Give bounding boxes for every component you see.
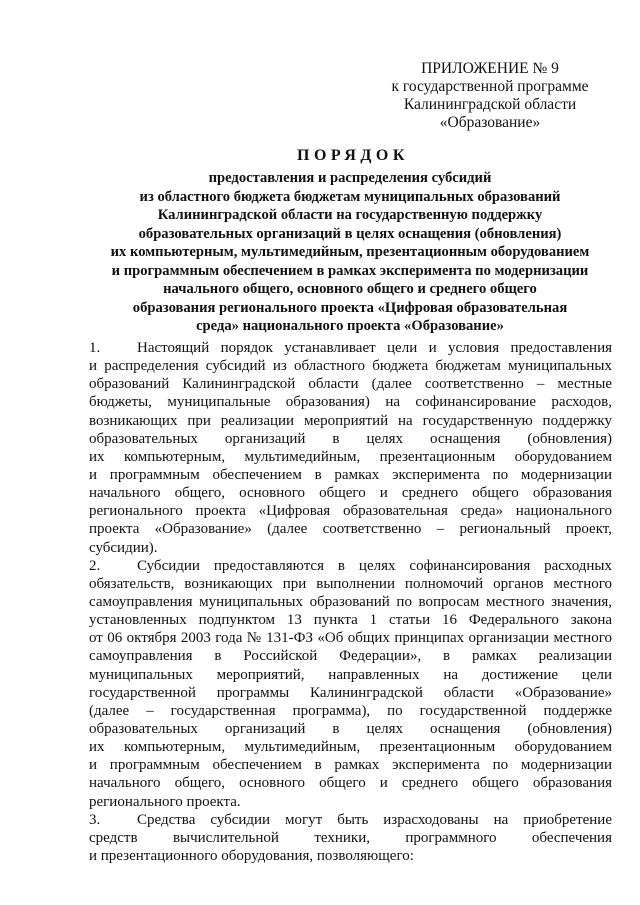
title-line: и программным обеспечением в рамках эксперимента по модернизации (111, 262, 589, 279)
paragraph-2-first-line (89, 557, 612, 575)
title-main: ПОРЯДОК (297, 147, 409, 164)
body-line: государственной программы Калининградской области «Образование» (89, 684, 612, 701)
body-line: от 06 октября 2003 года № 131-ФЗ «Об общих принципах организации местного (89, 630, 612, 647)
title-line: образовательных организаций в целях оснащения (обновления) (138, 225, 562, 242)
paragraph-2-lead: Субсидии предоставляются в целях софинансирования расходных (137, 557, 612, 574)
body-line: самоуправления в Российской Федерации», в рамках реализации (89, 648, 612, 665)
body-line: образовательных организаций в целях оснащения (обновления) (89, 720, 612, 737)
body-line: проекта «Образование» (далее соответственно – региональный проект, (89, 521, 612, 538)
body-line: субсидии). (89, 539, 158, 556)
body-line: бюджеты, муниципальные образования) на софинансирование расходов, (89, 394, 612, 411)
body-line: (далее – государственная программа), по государственной поддержке (89, 702, 612, 719)
paragraph-number: 1. (89, 340, 101, 356)
paragraph-1-lead: Настоящий порядок устанавливает цели и условия предоставления (137, 340, 612, 356)
paragraph-3-lead: Средства субсидии могут быть израсходованы на приобретение (137, 811, 612, 828)
body-line: начального общего, основного общего и среднего общего образования (89, 485, 612, 502)
paragraph-3-first-line (89, 811, 612, 829)
appendix-program-name: «Образование» (439, 114, 541, 131)
paragraph-number: 2. (89, 557, 101, 574)
body-line: их компьютерным, мультимедийным, презентационным оборудованием (89, 739, 612, 756)
body-line: образований Калининградской области (далее соответственно – местные (89, 376, 612, 393)
title-line: начального общего, основного общего и среднего общего (163, 281, 537, 297)
title-line: Калининградской области на государственную поддержку (157, 207, 543, 223)
body-line: самоуправления муниципальных образований по вопросам местного значения, (89, 593, 612, 610)
body-line: регионального проекта «Цифровая образовательная среда» национального (89, 503, 612, 520)
body-line: установленных подпунктом 13 пункта 1 статьи 16 Федерального закона (89, 612, 612, 629)
appendix-region: Калининградской области (403, 96, 577, 113)
body-line: и программным обеспечением в рамках эксперимента по модернизации (89, 757, 612, 774)
body-line: средств вычислительной техники, программного обеспечения (89, 829, 612, 846)
title-line: предоставления и распределения субсидий (208, 170, 492, 186)
title-line: среда» национального проекта «Образование» (196, 318, 504, 334)
body-line: образовательных организаций в целях оснащения (обновления) (89, 430, 612, 447)
paragraph-1-first-line (89, 339, 612, 357)
appendix-number: ПРИЛОЖЕНИЕ № 9 (421, 60, 559, 77)
appendix-program: к государственной программе (391, 78, 589, 95)
body-line: и распределения субсидий из областного бюджета бюджетам муниципальных (89, 358, 612, 375)
body-line: возникающих при реализации мероприятий на государственную поддержку (89, 412, 612, 429)
body-line: регионального проекта. (89, 793, 241, 810)
document-body (89, 339, 612, 865)
document-title (80, 145, 620, 336)
body-line: и программным обеспечением в рамках эксперимента по модернизации (89, 466, 612, 483)
appendix-block (360, 60, 620, 132)
body-line: муниципальных мероприятий, направленных на достижение цели (89, 666, 612, 683)
body-line: обязательств, возникающих при выполнении полномочий органов местного (89, 575, 612, 592)
body-line: их компьютерным, мультимедийным, презентационным оборудованием (89, 448, 612, 465)
title-line: их компьютерным, мультимедийным, презентационным оборудованием (110, 244, 590, 260)
body-line: и презентационного оборудования, позволяющего: (89, 847, 414, 864)
paragraph-number: 3. (89, 811, 101, 828)
title-line: из областного бюджета бюджетам муниципальных образований (139, 188, 561, 205)
title-line: образования регионального проекта «Цифровая образовательная (132, 299, 568, 316)
body-line: начального общего, основного общего и среднего общего образования (89, 775, 612, 792)
